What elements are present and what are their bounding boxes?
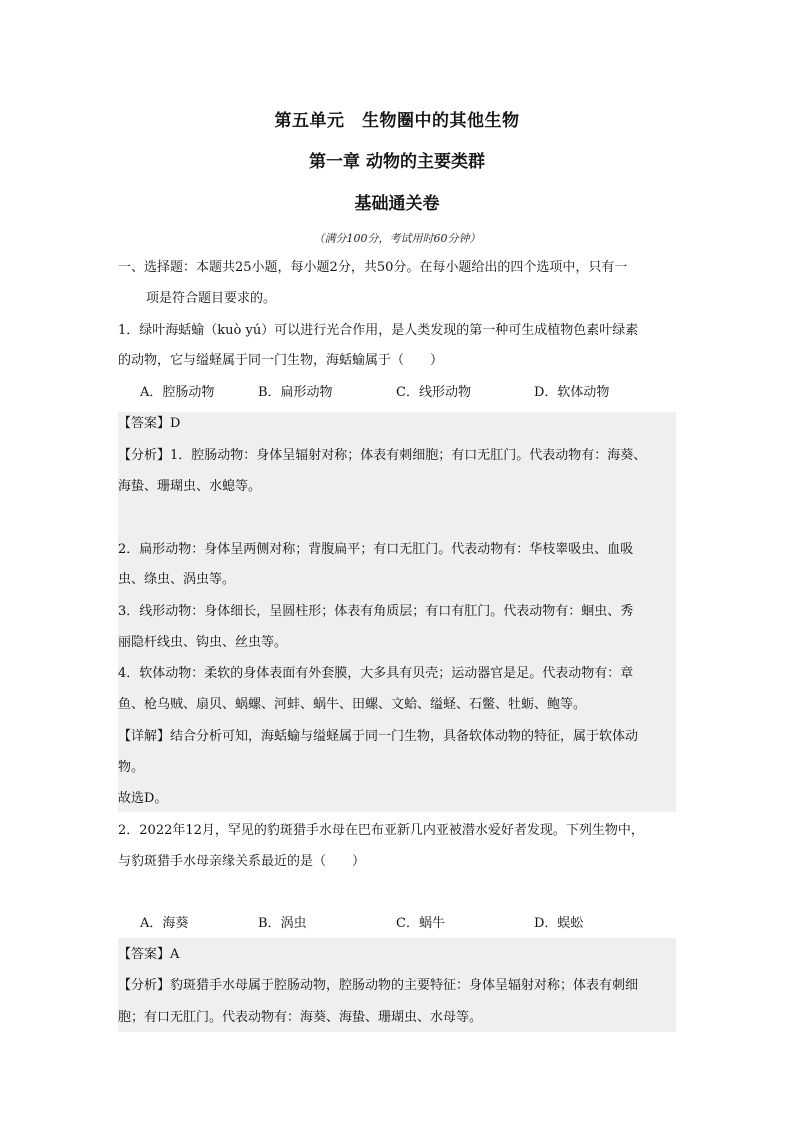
- q1-detail-line: 【详解】结合分析可知，海蛞蝓与缢蛏属于同一门生物，具备软体动物的特征，属于软体动: [118, 729, 639, 744]
- section-instruction-cont: 项是符合题目要求的。: [146, 291, 277, 306]
- unit-title: 第五单元 生物圈中的其他生物: [274, 111, 520, 131]
- q2-option-c: C．蜗牛: [396, 916, 445, 931]
- q1-conclusion: 故选D。: [118, 791, 168, 806]
- q1-detail-line: 物。: [118, 760, 145, 775]
- q2-option-d: D．蜈蚣: [534, 916, 584, 931]
- chapter-title: 第一章 动物的主要类群: [309, 152, 485, 172]
- q1-option-b: B．扁形动物: [258, 385, 333, 400]
- paper-title: 基础通关卷: [354, 194, 440, 214]
- q1-analysis-line: 虫、绦虫、涡虫等。: [118, 572, 236, 587]
- q2-analysis-line: 【分析】豹斑猎手水母属于腔肠动物，腔肠动物的主要特征：身体呈辐射对称；体表有刺细: [118, 978, 639, 993]
- q2-stem-cont: 与豹斑猎手水母亲缘关系最近的是（ ）: [118, 854, 366, 869]
- q2-answer: 【答案】A: [118, 947, 180, 962]
- q2-stem: 2．2022年12月，罕见的豹斑猎手水母在巴布亚新几内亚被潜水爱好者发现。下列生物中，: [118, 823, 644, 838]
- q1-analysis-line: 【分析】1．腔肠动物：身体呈辐射对称；体表有刺细胞；有口无肛门。代表动物有：海葵、: [118, 448, 647, 463]
- q1-stem-cont: 的动物，它与缢蛏属于同一门生物，海蛞蝓属于（ ）: [118, 353, 444, 368]
- q1-analysis-line: 鱼、枪乌贼、扇贝、蜗螺、河蚌、蜗牛、田螺、文蛤、缢蛏、石鳖、牡蛎、鲍等。: [118, 697, 587, 712]
- q1-option-a: A．腔肠动物: [140, 385, 215, 400]
- q1-answer: 【答案】D: [118, 416, 181, 431]
- q1-option-c: C．线形动物: [396, 385, 471, 400]
- q1-option-d: D．软体动物: [534, 385, 610, 400]
- q2-analysis-line: 胞；有口无肛门。代表动物有：海葵、海蛰、珊瑚虫、水母等。: [118, 1010, 483, 1025]
- q1-analysis-line: 3．线形动物：身体细长，呈圆柱形；体表有角质层；有口有肛门。代表动物有：蛔虫、秀: [118, 604, 634, 619]
- q1-analysis-line: 海蛰、珊瑚虫、水螅等。: [118, 479, 262, 494]
- q1-stem: 1．绿叶海蛞蝓（kuò yú）可以进行光合作用，是人类发现的第一种可生成植物色素叶绿素: [118, 323, 639, 338]
- q1-analysis-line: 4．软体动物：柔软的身体表面有外套膜，大多具有贝壳；运动器官是足。代表动物有：章: [118, 666, 634, 681]
- score-time-note: （满分100分，考试用时60分钟）: [313, 232, 481, 245]
- q1-analysis-line: 丽隐杆线虫、钩虫、丝虫等。: [118, 635, 288, 650]
- q2-option-b: B．涡虫: [258, 916, 307, 931]
- section-instruction: 一、选择题：本题共25小题，每小题2分，共50分。在每小题给出的四个选项中，只有一: [118, 260, 628, 275]
- q1-analysis-line: 2．扁形动物：身体呈两侧对称；背腹扁平；有口无肛门。代表动物有：华枝睾吸虫、血吸: [118, 542, 634, 557]
- q2-option-a: A．海葵: [140, 916, 189, 931]
